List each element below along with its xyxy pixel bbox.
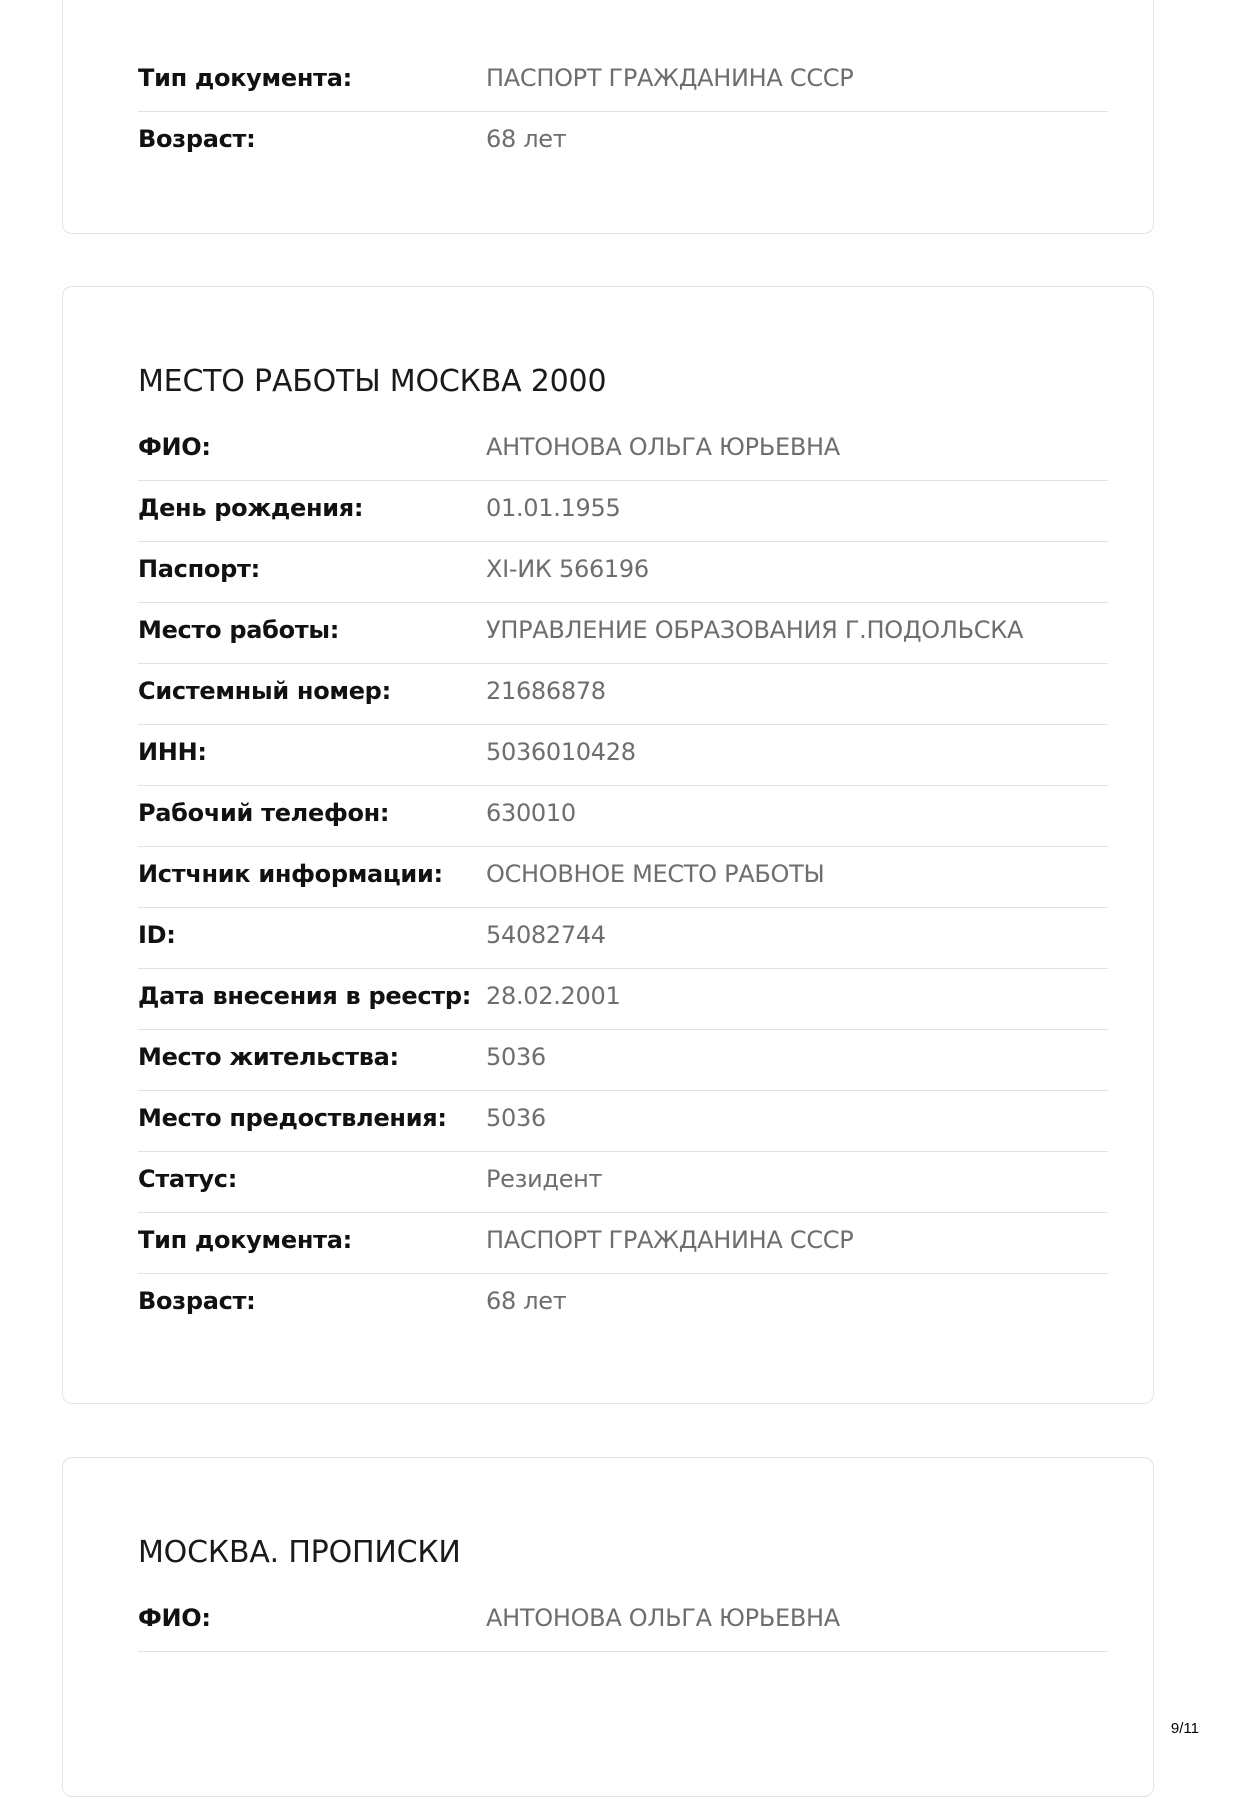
field-label: Статус: [138, 1165, 237, 1193]
field-label: Тип документа: [138, 64, 352, 92]
field-label: Место предоствления: [138, 1104, 447, 1132]
field-value: УПРАВЛЕНИЕ ОБРАЗОВАНИЯ Г.ПОДОЛЬСКА [486, 616, 1024, 644]
field-value: АНТОНОВА ОЛЬГА ЮРЬЕВНА [486, 433, 840, 461]
field-label: Системный номер: [138, 677, 391, 705]
field-label: Место жительства: [138, 1043, 399, 1071]
field-label: День рождения: [138, 494, 364, 522]
field-label: Возраст: [138, 1287, 256, 1315]
field-label: ФИО: [138, 1604, 211, 1632]
field-label: Дата внесения в реестр: [138, 982, 472, 1010]
field-value: 5036 [486, 1043, 546, 1071]
page-number: 9/11 [1170, 1720, 1199, 1737]
field-value: Резидент [486, 1165, 603, 1193]
field-row-status [138, 1152, 1108, 1213]
field-row-fio [138, 1591, 1108, 1652]
field-value: ОСНОВНОЕ МЕСТО РАБОТЫ [486, 860, 825, 888]
field-value: 21686878 [486, 677, 606, 705]
field-value: 54082744 [486, 921, 606, 949]
field-row-info-source [138, 847, 1108, 908]
record-fields [138, 51, 1108, 173]
field-row-document-type [138, 1213, 1108, 1274]
field-value: ПАСПОРТ ГРАЖДАНИНА СССР [486, 1226, 854, 1254]
field-row-age [138, 1274, 1108, 1335]
field-row-id [138, 908, 1108, 969]
field-value: 630010 [486, 799, 576, 827]
field-row-passport [138, 542, 1108, 603]
field-row-registry-date [138, 969, 1108, 1030]
field-value: 5036 [486, 1104, 546, 1132]
field-row-age [138, 112, 1108, 173]
field-label: Место работы: [138, 616, 340, 644]
record-card-workplace [62, 286, 1154, 1404]
field-value: 68 лет [486, 1287, 567, 1315]
field-label: Тип документа: [138, 1226, 352, 1254]
field-row-fio [138, 420, 1108, 481]
field-value: XI-ИК 566196 [486, 555, 649, 583]
record-fields [138, 420, 1108, 1335]
field-label: Возраст: [138, 125, 256, 153]
record-card-continued [62, 0, 1154, 234]
field-row-birthday [138, 481, 1108, 542]
field-row-system-number [138, 664, 1108, 725]
field-label: ФИО: [138, 433, 211, 461]
field-value: 01.01.1955 [486, 494, 621, 522]
field-row-inn [138, 725, 1108, 786]
field-label: ID: [138, 921, 176, 949]
card-title: МЕСТО РАБОТЫ МОСКВА 2000 [138, 364, 607, 399]
card-title: МОСКВА. ПРОПИСКИ [138, 1535, 461, 1570]
field-label: ИНН: [138, 738, 207, 766]
field-row-work-phone [138, 786, 1108, 847]
field-row-document-type [138, 51, 1108, 112]
field-label: Истчник информации: [138, 860, 443, 888]
field-value: 28.02.2001 [486, 982, 621, 1010]
record-card-registrations [62, 1457, 1154, 1797]
field-label: Паспорт: [138, 555, 260, 583]
field-value: 5036010428 [486, 738, 636, 766]
field-row-provision-place [138, 1091, 1108, 1152]
field-row-workplace [138, 603, 1108, 664]
field-value: АНТОНОВА ОЛЬГА ЮРЬЕВНА [486, 1604, 840, 1632]
field-value: 68 лет [486, 125, 567, 153]
field-row-residence [138, 1030, 1108, 1091]
field-label: Рабочий телефон: [138, 799, 390, 827]
record-fields [138, 1591, 1108, 1652]
field-value: ПАСПОРТ ГРАЖДАНИНА СССР [486, 64, 854, 92]
